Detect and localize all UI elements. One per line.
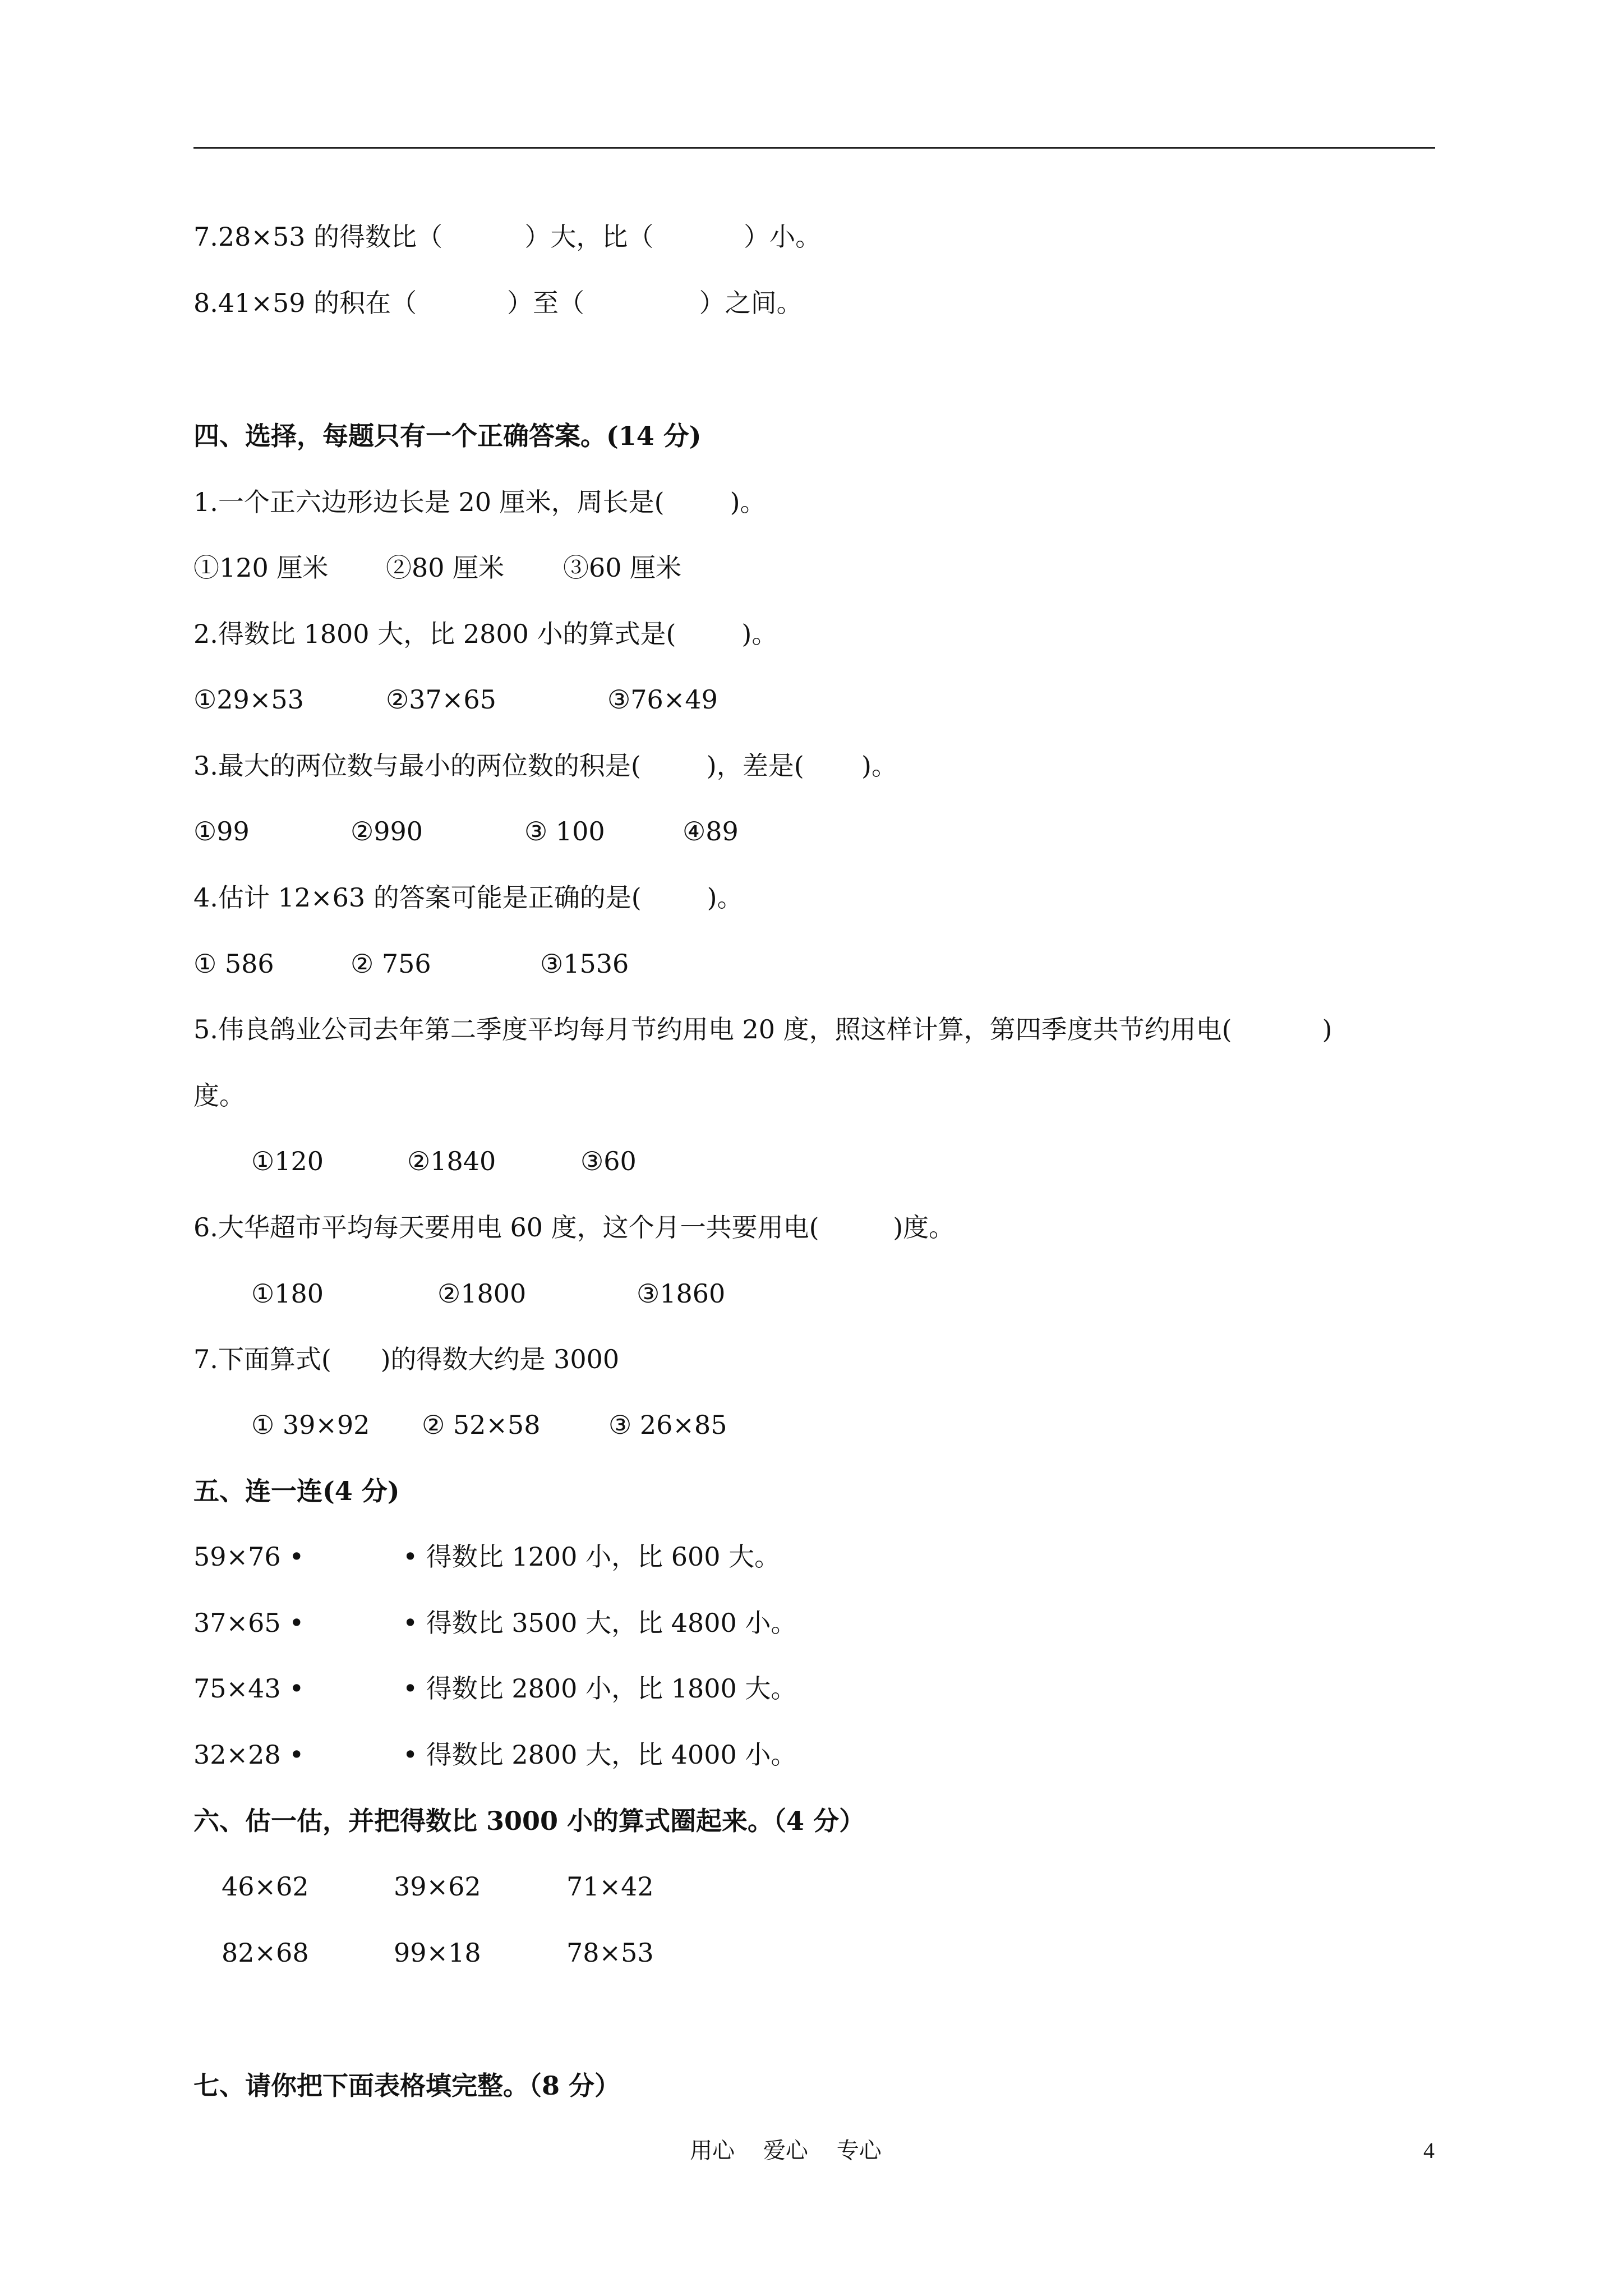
option-4-3-b: ②990	[351, 816, 423, 846]
question-3-7: 7.28×53 的得数比（ ）大，比（ ）小。	[193, 222, 822, 252]
option-4-4-b: ② 756	[351, 949, 431, 979]
option-4-6-c: ③1860	[637, 1278, 726, 1309]
option-4-4-a: ① 586	[193, 949, 274, 979]
option-4-2-a: ①29×53	[193, 684, 304, 715]
option-4-3-d: ④89	[683, 816, 739, 846]
option-4-6-a: ①180	[251, 1278, 324, 1309]
estimate-item-4: 82×68	[222, 1938, 309, 1968]
option-4-2-b: ②37×65	[386, 684, 496, 715]
option-4-5-b: ②1840	[407, 1146, 496, 1176]
page-number: 4	[1423, 2138, 1435, 2163]
match-right-4: • 得数比 2800 大，比 4000 小。	[403, 1740, 797, 1770]
option-4-1-b: ②80 厘米	[386, 553, 505, 583]
estimate-item-1: 46×62	[222, 1871, 309, 1902]
section-5-title: 五、连一连(4 分)	[193, 1476, 400, 1506]
option-4-6-b: ②1800	[437, 1278, 527, 1309]
question-4-4: 4.估计 12×63 的答案可能是正确的是( )。	[193, 882, 743, 913]
estimate-item-2: 39×62	[394, 1871, 481, 1902]
match-left-4: 32×28 •	[193, 1740, 305, 1770]
option-4-5-c: ③60	[580, 1146, 637, 1176]
match-right-3: • 得数比 2800 小，比 1800 大。	[403, 1673, 797, 1704]
estimate-item-3: 71×42	[566, 1871, 654, 1902]
section-6-title: 六、估一估，并把得数比 3000 小的算式圈起来。（4 分）	[193, 1806, 865, 1836]
footer-motto: 用心 爱心 专心	[690, 2138, 882, 2164]
option-4-5-a: ①120	[251, 1146, 324, 1176]
match-right-2: • 得数比 3500 大，比 4800 小。	[403, 1608, 797, 1638]
option-4-1-c: ③60 厘米	[563, 553, 682, 583]
option-4-7-b: ② 52×58	[422, 1410, 541, 1440]
match-left-2: 37×65 •	[193, 1608, 305, 1638]
match-right-1: • 得数比 1200 小，比 600 大。	[403, 1542, 781, 1572]
section-4-title: 四、选择，每题只有一个正确答案。(14 分)	[193, 421, 702, 451]
option-4-4-c: ③1536	[540, 949, 629, 979]
option-4-2-c: ③76×49	[607, 684, 718, 715]
option-4-7-c: ③ 26×85	[608, 1410, 727, 1440]
question-4-5-line1: 5.伟良鸽业公司去年第二季度平均每月节约用电 20 度，照这样计算，第四季度共节约用电( )	[193, 1014, 1332, 1045]
header-rule	[193, 147, 1435, 149]
question-4-5-line2: 度。	[193, 1080, 245, 1111]
option-4-1-a: ①120 厘米	[193, 553, 329, 583]
question-4-3: 3.最大的两位数与最小的两位数的积是( )，差是( )。	[193, 751, 898, 781]
option-4-3-c: ③ 100	[524, 816, 605, 846]
question-4-1: 1.一个正六边形边长是 20 厘米，周长是( )。	[193, 487, 766, 517]
question-3-8: 8.41×59 的积在（ ）至（ ）之间。	[193, 288, 803, 318]
match-left-1: 59×76 •	[193, 1542, 305, 1572]
estimate-item-6: 78×53	[566, 1938, 654, 1968]
question-4-6: 6.大华超市平均每天要用电 60 度，这个月一共要用电( )度。	[193, 1212, 955, 1243]
question-4-2: 2.得数比 1800 大，比 2800 小的算式是( )。	[193, 619, 778, 649]
question-4-7: 7.下面算式( )的得数大约是 3000	[193, 1344, 620, 1374]
estimate-item-5: 99×18	[394, 1938, 481, 1968]
section-7-title: 七、请你把下面表格填完整。（8 分）	[193, 2070, 621, 2101]
match-left-3: 75×43 •	[193, 1673, 305, 1704]
option-4-3-a: ①99	[193, 816, 250, 846]
option-4-7-a: ① 39×92	[251, 1410, 370, 1440]
